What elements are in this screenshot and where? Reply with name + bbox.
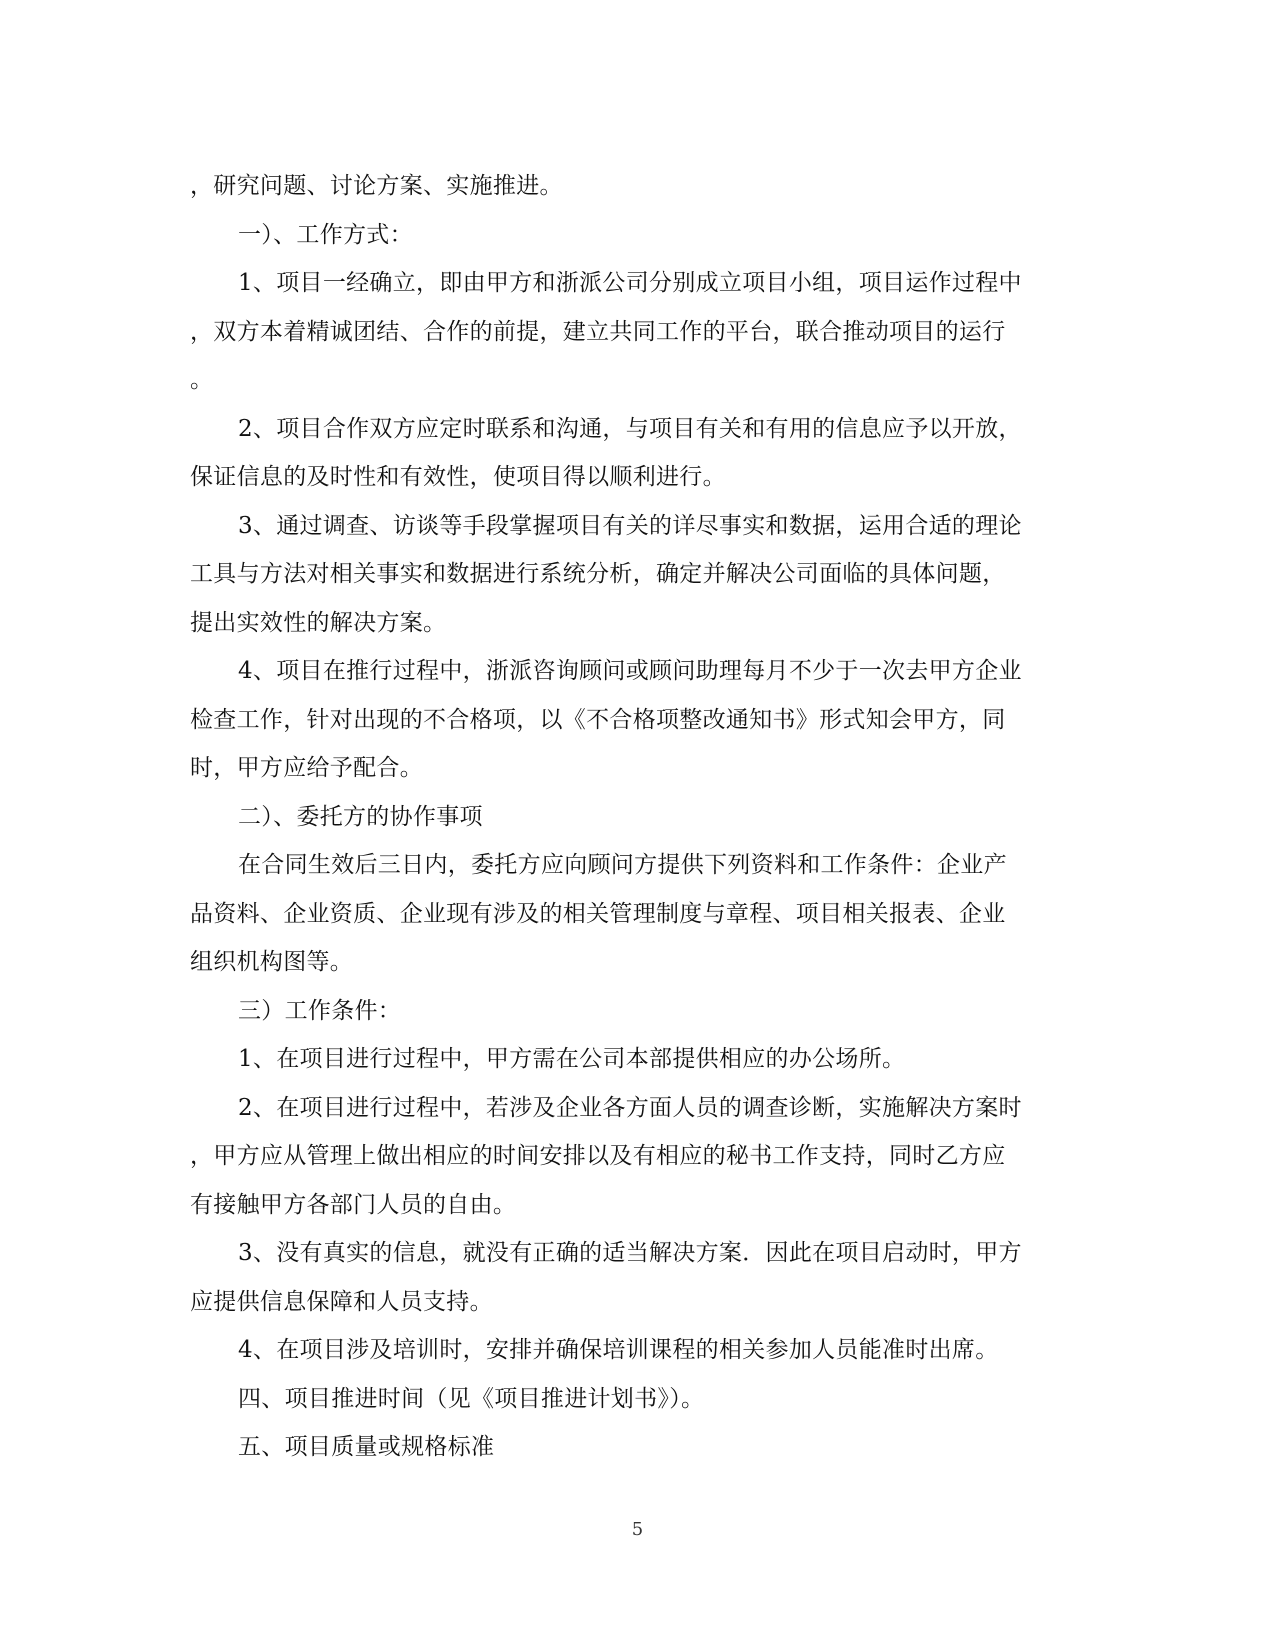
text-line: 二）、委托方的协作事项	[238, 803, 483, 830]
text-line: 1、在项目进行过程中，甲方需在公司本部提供相应的办公场所。	[238, 1046, 906, 1072]
text-line: 提出实效性的解决方案。	[190, 609, 447, 636]
text-line: 。	[190, 367, 214, 393]
text-line: 有接触甲方各部门人员的自由。	[190, 1191, 517, 1218]
text-line: ，研究问题、讨论方案、实施推进。	[190, 173, 563, 199]
text-line: ，双方本着精诚团结、合作的前提，建立共同工作的平台，联合推动项目的运行	[190, 318, 1006, 345]
text-line: 时，甲方应给予配合。	[190, 755, 423, 781]
text-line: 1、项目一经确立，即由甲方和浙派公司分别成立项目小组，项目运作过程中	[238, 270, 1022, 296]
text-line: 检查工作，针对出现的不合格项，以《不合格项整改通知书》形式知会甲方，同	[190, 706, 1006, 733]
text-line: 应提供信息保障和人员支持。	[190, 1288, 493, 1315]
text-line: 3、没有真实的信息，就没有正确的适当解决方案．因此在项目启动时，甲方	[238, 1240, 1022, 1266]
text-line: 2、在项目进行过程中，若涉及企业各方面人员的调查诊断，实施解决方案时	[238, 1094, 1022, 1121]
text-line: 一）、工作方式：	[238, 221, 413, 248]
document-body	[190, 162, 1080, 1472]
text-line: 4、在项目涉及培训时，安排并确保培训课程的相关参加人员能准时出席。	[238, 1337, 999, 1363]
text-line: 2、项目合作双方应定时联系和沟通，与项目有关和有用的信息应予以开放，	[238, 415, 1022, 442]
text-line: 三）工作条件：	[238, 997, 402, 1024]
page-number: 5	[631, 1519, 644, 1540]
text-line: 工具与方法对相关事实和数据进行系统分析，确定并解决公司面临的具体问题，	[190, 561, 1006, 587]
text-line: 4、项目在推行过程中，浙派咨询顾问或顾问助理每月不少于一次去甲方企业	[238, 658, 1022, 684]
text-line: 保证信息的及时性和有效性，使项目得以顺利进行。	[190, 464, 726, 490]
text-line: 品资料、企业资质、企业现有涉及的相关管理制度与章程、项目相关报表、企业	[190, 900, 1006, 927]
text-line: 四、项目推进时间（见《项目推进计划书》）。	[238, 1385, 705, 1412]
text-line: 五、项目质量或规格标准	[238, 1434, 495, 1460]
text-line: 在合同生效后三日内，委托方应向顾问方提供下列资料和工作条件：企业产	[238, 852, 1007, 878]
text-line: 3、通过调查、访谈等手段掌握项目有关的详尽事实和数据，运用合适的理论	[238, 512, 1022, 539]
text-line: 组织机构图等。	[190, 949, 354, 975]
text-line: ，甲方应从管理上做出相应的时间安排以及有相应的秘书工作支持，同时乙方应	[190, 1143, 1006, 1169]
